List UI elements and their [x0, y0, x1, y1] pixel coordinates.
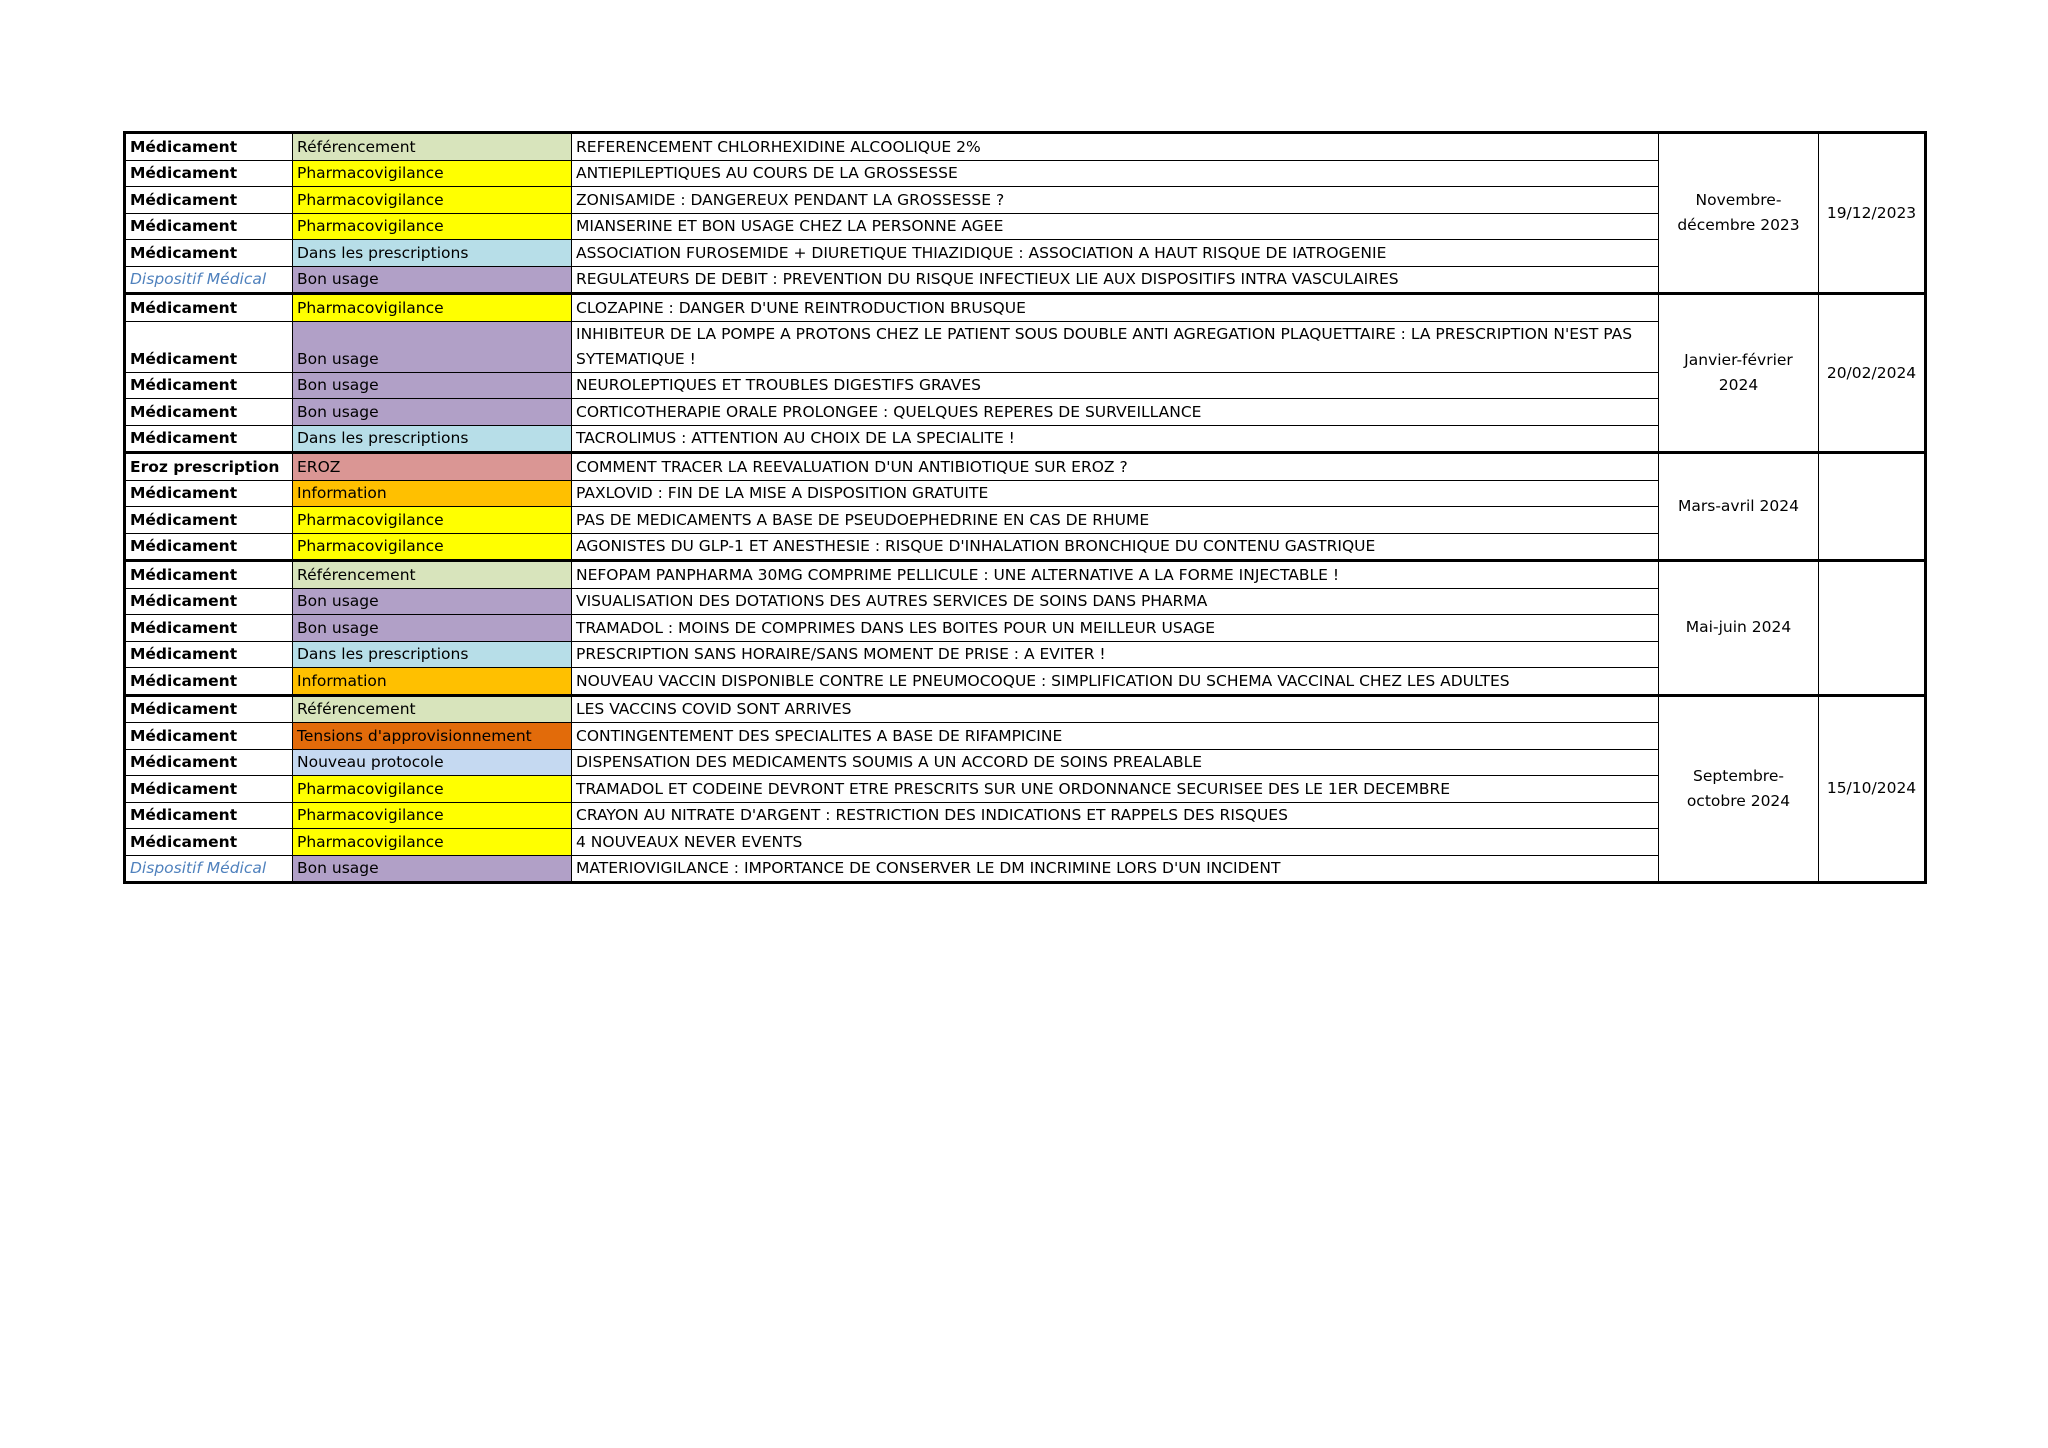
cell-title: MIANSERINE ET BON USAGE CHEZ LA PERSONNE AGEE: [572, 213, 1659, 240]
cell-type: Médicament: [125, 240, 293, 267]
cell-period: Septembre-octobre 2024: [1659, 695, 1819, 883]
cell-type: Médicament: [125, 133, 293, 161]
table-row: [125, 802, 1926, 829]
cell-type: Médicament: [125, 723, 293, 750]
cell-title: LES VACCINS COVID SONT ARRIVES: [572, 695, 1659, 723]
cell-title: NEUROLEPTIQUES ET TROUBLES DIGESTIFS GRAVES: [572, 372, 1659, 399]
cell-title: MATERIOVIGILANCE : IMPORTANCE DE CONSERVER LE DM INCRIMINE LORS D'UN INCIDENT: [572, 855, 1659, 883]
cell-category: Information: [293, 668, 572, 696]
cell-type: Médicament: [125, 294, 293, 322]
cell-type: Médicament: [125, 802, 293, 829]
cell-type: Dispositif Médical: [125, 855, 293, 883]
table-row: [125, 372, 1926, 399]
cell-title: NOUVEAU VACCIN DISPONIBLE CONTRE LE PNEUMOCOQUE : SIMPLIFICATION DU SCHEMA VACCINAL CHEZ LES ADULTES: [572, 668, 1659, 696]
table-row: [125, 507, 1926, 534]
cell-type: Médicament: [125, 749, 293, 776]
cell-category: Bon usage: [293, 372, 572, 399]
cell-category: Dans les prescriptions: [293, 425, 572, 453]
table-row: [125, 668, 1926, 696]
cell-title: REFERENCEMENT CHLORHEXIDINE ALCOOLIQUE 2%: [572, 133, 1659, 161]
table-row: [125, 160, 1926, 187]
table-row: [125, 749, 1926, 776]
cell-category: Pharmacovigilance: [293, 294, 572, 322]
cell-type: Médicament: [125, 213, 293, 240]
cell-date: 20/02/2024: [1819, 294, 1926, 453]
cell-title: CLOZAPINE : DANGER D'UNE REINTRODUCTION BRUSQUE: [572, 294, 1659, 322]
cell-type: Médicament: [125, 695, 293, 723]
cell-title: ZONISAMIDE : DANGEREUX PENDANT LA GROSSESSE ?: [572, 187, 1659, 214]
cell-type: Eroz prescription: [125, 453, 293, 481]
cell-type: Médicament: [125, 641, 293, 668]
table-row: [125, 723, 1926, 750]
table-row: [125, 425, 1926, 453]
table-row: [125, 187, 1926, 214]
cell-category: Pharmacovigilance: [293, 160, 572, 187]
table-row: [125, 453, 1926, 481]
cell-period: Mars-avril 2024: [1659, 453, 1819, 561]
cell-category: Pharmacovigilance: [293, 776, 572, 803]
cell-date: 19/12/2023: [1819, 133, 1926, 294]
cell-type: Médicament: [125, 588, 293, 615]
cell-date: [1819, 561, 1926, 696]
cell-type: Médicament: [125, 615, 293, 642]
cell-type: Médicament: [125, 561, 293, 589]
cell-type: Médicament: [125, 160, 293, 187]
cell-date: [1819, 453, 1926, 561]
table-row: [125, 133, 1926, 161]
table-row: [125, 399, 1926, 426]
table-row: [125, 641, 1926, 668]
cell-category: Pharmacovigilance: [293, 829, 572, 856]
cell-title: CORTICOTHERAPIE ORALE PROLONGEE : QUELQUES REPERES DE SURVEILLANCE: [572, 399, 1659, 426]
cell-category: Nouveau protocole: [293, 749, 572, 776]
cell-type: Médicament: [125, 829, 293, 856]
table-row: [125, 213, 1926, 240]
cell-category: Pharmacovigilance: [293, 187, 572, 214]
cell-title: PRESCRIPTION SANS HORAIRE/SANS MOMENT DE PRISE : A EVITER !: [572, 641, 1659, 668]
cell-title: VISUALISATION DES DOTATIONS DES AUTRES SERVICES DE SOINS DANS PHARMA: [572, 588, 1659, 615]
cell-type: Médicament: [125, 776, 293, 803]
cell-category: Bon usage: [293, 855, 572, 883]
cell-title: NEFOPAM PANPHARMA 30MG COMPRIME PELLICULE : UNE ALTERNATIVE A LA FORME INJECTABLE !: [572, 561, 1659, 589]
table-row: [125, 561, 1926, 589]
cell-date: 15/10/2024: [1819, 695, 1926, 883]
table-row: [125, 294, 1926, 322]
cell-title: TACROLIMUS : ATTENTION AU CHOIX DE LA SPECIALITE !: [572, 425, 1659, 453]
cell-title: ASSOCIATION FUROSEMIDE + DIURETIQUE THIAZIDIQUE : ASSOCIATION A HAUT RISQUE DE IATROGENIE: [572, 240, 1659, 267]
cell-category: Bon usage: [293, 588, 572, 615]
cell-period: Janvier-février 2024: [1659, 294, 1819, 453]
cell-title: DISPENSATION DES MEDICAMENTS SOUMIS A UN ACCORD DE SOINS PREALABLE: [572, 749, 1659, 776]
cell-category: Bon usage: [293, 266, 572, 294]
table-row: [125, 480, 1926, 507]
cell-title: TRAMADOL : MOINS DE COMPRIMES DANS LES BOITES POUR UN MEILLEUR USAGE: [572, 615, 1659, 642]
cell-category: Bon usage: [293, 321, 572, 372]
cell-title: CONTINGENTEMENT DES SPECIALITES A BASE DE RIFAMPICINE: [572, 723, 1659, 750]
cell-title: PAS DE MEDICAMENTS A BASE DE PSEUDOEPHEDRINE EN CAS DE RHUME: [572, 507, 1659, 534]
cell-title: AGONISTES DU GLP-1 ET ANESTHESIE : RISQUE D'INHALATION BRONCHIQUE DU CONTENU GASTRIQUE: [572, 533, 1659, 561]
table-row: [125, 615, 1926, 642]
newsletter-index-sheet: [123, 131, 1924, 884]
table-row: [125, 321, 1926, 372]
cell-title: INHIBITEUR DE LA POMPE A PROTONS CHEZ LE PATIENT SOUS DOUBLE ANTI AGREGATION PLAQUETTAIRE : LA PRESCRIPTION N'EST PAS SYTEMATIQUE !: [572, 321, 1659, 372]
newsletter-index-table: [123, 131, 1927, 884]
table-row: [125, 855, 1926, 883]
cell-category: Référencement: [293, 561, 572, 589]
cell-category: Tensions d'approvisionnement: [293, 723, 572, 750]
cell-type: Médicament: [125, 668, 293, 696]
table-row: [125, 829, 1926, 856]
table-row: [125, 240, 1926, 267]
cell-title: CRAYON AU NITRATE D'ARGENT : RESTRICTION DES INDICATIONS ET RAPPELS DES RISQUES: [572, 802, 1659, 829]
cell-type: Médicament: [125, 425, 293, 453]
cell-period: Mai-juin 2024: [1659, 561, 1819, 696]
cell-type: Médicament: [125, 507, 293, 534]
cell-title: COMMENT TRACER LA REEVALUATION D'UN ANTIBIOTIQUE SUR EROZ ?: [572, 453, 1659, 481]
cell-category: Dans les prescriptions: [293, 240, 572, 267]
cell-category: Dans les prescriptions: [293, 641, 572, 668]
table-body: [125, 133, 1926, 883]
cell-period: Novembre-décembre 2023: [1659, 133, 1819, 294]
cell-type: Médicament: [125, 321, 293, 372]
cell-type: Médicament: [125, 372, 293, 399]
table-row: [125, 533, 1926, 561]
cell-category: Pharmacovigilance: [293, 507, 572, 534]
cell-type: Médicament: [125, 480, 293, 507]
cell-title: TRAMADOL ET CODEINE DEVRONT ETRE PRESCRITS SUR UNE ORDONNANCE SECURISEE DES LE 1ER DECEMBRE: [572, 776, 1659, 803]
cell-title: 4 NOUVEAUX NEVER EVENTS: [572, 829, 1659, 856]
table-row: [125, 695, 1926, 723]
cell-category: Pharmacovigilance: [293, 802, 572, 829]
cell-category: Bon usage: [293, 399, 572, 426]
cell-category: Information: [293, 480, 572, 507]
cell-title: ANTIEPILEPTIQUES AU COURS DE LA GROSSESSE: [572, 160, 1659, 187]
cell-category: Référencement: [293, 133, 572, 161]
cell-title: REGULATEURS DE DEBIT : PREVENTION DU RISQUE INFECTIEUX LIE AUX DISPOSITIFS INTRA VASCULAIRES: [572, 266, 1659, 294]
cell-category: EROZ: [293, 453, 572, 481]
table-row: [125, 588, 1926, 615]
cell-type: Médicament: [125, 533, 293, 561]
cell-category: Pharmacovigilance: [293, 533, 572, 561]
cell-category: Bon usage: [293, 615, 572, 642]
table-row: [125, 266, 1926, 294]
cell-title: PAXLOVID : FIN DE LA MISE A DISPOSITION GRATUITE: [572, 480, 1659, 507]
table-row: [125, 776, 1926, 803]
cell-category: Référencement: [293, 695, 572, 723]
cell-category: Pharmacovigilance: [293, 213, 572, 240]
cell-type: Dispositif Médical: [125, 266, 293, 294]
cell-type: Médicament: [125, 187, 293, 214]
cell-type: Médicament: [125, 399, 293, 426]
